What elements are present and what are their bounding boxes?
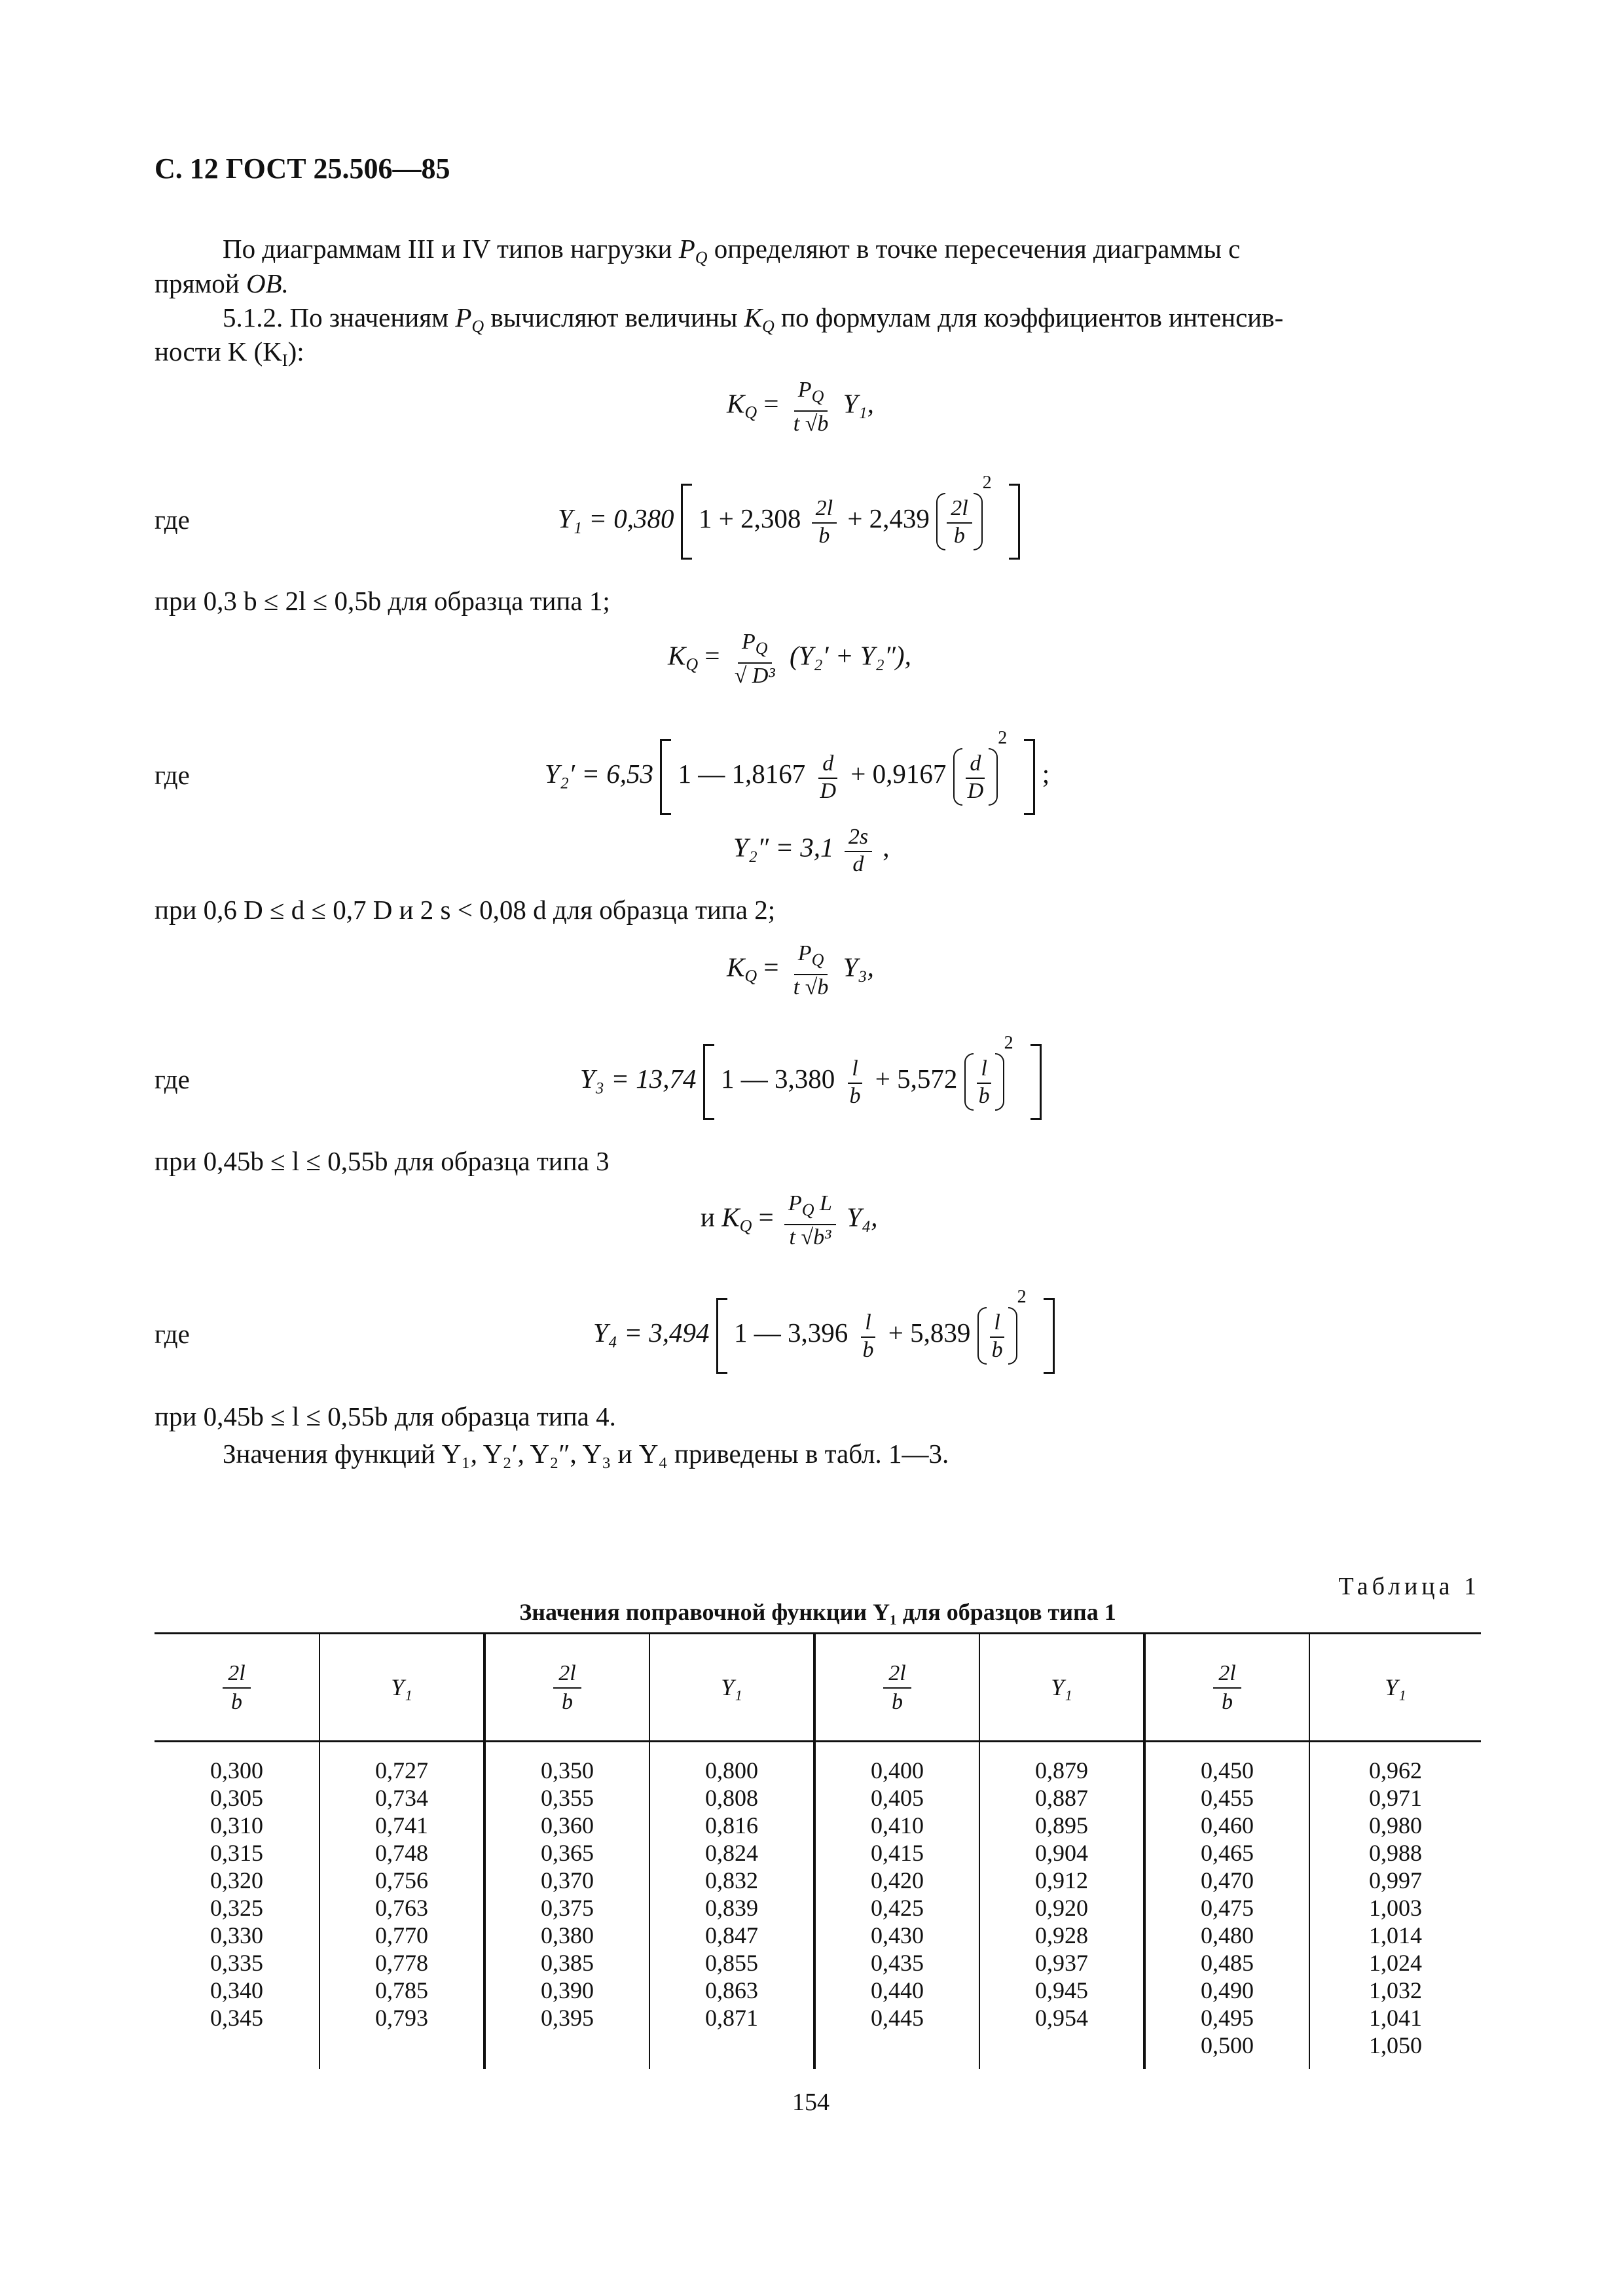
table-cell: 0,325 — [210, 1895, 263, 1921]
formula-y3: Y₃ = 13,74 1 — 3,380 $\frac{l}{b}$ + 5,572 $\frac{l}{b}$ $^2$ — [580, 1033, 1042, 1120]
table-cell: 0,490 — [1201, 1977, 1254, 2003]
table-cell: 0,475 — [1201, 1895, 1254, 1921]
table-cell: 0,465 — [1201, 1840, 1254, 1866]
table-cell: 0,380 — [541, 1922, 594, 1948]
formula-y4: Y₄ = 3,494 1 — 3,396 $\frac{l}{b}$ + 5,839 $\frac{l}{b}$ $^2$ — [593, 1287, 1055, 1374]
page-number: 154 — [792, 2089, 830, 2116]
table-cell: 0,847 — [705, 1922, 758, 1948]
table-col-x-2 — [484, 1742, 649, 2069]
where-label-1: где — [155, 505, 190, 535]
formula-y2-double-prime: Y₂″ = 3,1 $\frac{2s}{d}$ , — [733, 825, 890, 876]
table-cell: 0,430 — [871, 1922, 924, 1948]
table-cell: 0,425 — [871, 1895, 924, 1921]
table-cell: 1,050 — [1369, 2032, 1422, 2058]
table-cell: 1,024 — [1369, 1950, 1422, 1976]
table-cell: 0,340 — [210, 1977, 263, 2003]
col-header-2l-b: $\frac{2l}{b}$ — [484, 1634, 649, 1742]
table-col-y-1 — [319, 1742, 484, 2069]
table-cell: 1,003 — [1369, 1895, 1422, 1921]
table-cell: 0,335 — [210, 1950, 263, 1976]
table-label: Таблица 1 — [1338, 1573, 1480, 1600]
table-cell: 0,734 — [375, 1785, 428, 1811]
formula-y1: Y₁ = 0,380 1 + 2,308 $\frac{2l}{b}$ + 2,439 $\frac{2l}{b}$ $^2$ — [558, 473, 1020, 560]
col-header-y1: Y₁ — [979, 1634, 1144, 1742]
col-header-y1: Y₁ — [319, 1634, 484, 1742]
table-header-row — [155, 1634, 1481, 1742]
table-cell: 0,962 — [1369, 1757, 1422, 1784]
col-header-2l-b: $\frac{2l}{b}$ — [155, 1634, 319, 1742]
table-cell: 0,756 — [375, 1867, 428, 1893]
table-cell: 1,032 — [1369, 1977, 1422, 2003]
table-cell: 0,365 — [541, 1840, 594, 1866]
table-caption: Значения поправочной функции Y₁ для образцов типа 1 — [519, 1599, 1116, 1625]
table-cell: 0,320 — [210, 1867, 263, 1893]
table-col-x-1 — [155, 1742, 319, 2069]
table-cell: 0,727 — [375, 1757, 428, 1784]
where-label-4: где — [155, 1319, 190, 1349]
table-cell: 0,904 — [1035, 1840, 1088, 1866]
table-col-y-3 — [979, 1742, 1144, 2069]
table-cell: 0,871 — [705, 2005, 758, 2031]
table-cell: 0,405 — [871, 1785, 924, 1811]
table-cell: 0,470 — [1201, 1867, 1254, 1893]
table-cell: 0,748 — [375, 1840, 428, 1866]
table-cell: 0,370 — [541, 1867, 594, 1893]
page-header: С. 12 ГОСТ 25.506—85 — [155, 152, 450, 185]
table-cell: 0,920 — [1035, 1895, 1088, 1921]
table-cell: 0,785 — [375, 1977, 428, 2003]
table-cell: 0,345 — [210, 2005, 263, 2031]
condition-type-2: при 0,6 D ≤ d ≤ 0,7 D и 2 s < 0,08 d для образца типа 2; — [155, 895, 776, 925]
table-cell: 0,793 — [375, 2005, 428, 2031]
paragraph-2-cont: ности K (KI): — [155, 336, 304, 370]
table-cell: 0,839 — [705, 1895, 758, 1921]
table-cell: 0,450 — [1201, 1757, 1254, 1784]
table-cell: 0,480 — [1201, 1922, 1254, 1948]
table-cell: 0,988 — [1369, 1840, 1422, 1866]
table-col-y-2 — [649, 1742, 814, 2069]
table-cell: 0,997 — [1369, 1867, 1422, 1893]
table-cell: 0,954 — [1035, 2005, 1088, 2031]
table-cell: 0,305 — [210, 1785, 263, 1811]
table-col-x-4 — [1144, 1742, 1309, 2069]
where-label-2: где — [155, 760, 190, 790]
table-cell: 0,390 — [541, 1977, 594, 2003]
table-cell: 0,980 — [1369, 1812, 1422, 1839]
table-cell: 0,330 — [210, 1922, 263, 1948]
formula-kq-3: $K_Q$ = $\frac{P_Q}{t √b}$ Y₃, — [727, 941, 874, 999]
table-cell: 0,808 — [705, 1785, 758, 1811]
table-cell: 0,928 — [1035, 1922, 1088, 1948]
table-cell: 0,445 — [871, 2005, 924, 2031]
summary-line: Значения функций Y₁, Y₂′, Y₂″, Y₃ и Y₄ приведены в табл. 1—3. — [223, 1439, 949, 1469]
table-cell: 0,816 — [705, 1812, 758, 1839]
table-cell: 0,855 — [705, 1950, 758, 1976]
table-cell: 0,763 — [375, 1895, 428, 1921]
table-cell: 0,879 — [1035, 1757, 1088, 1784]
table-cell: 0,455 — [1201, 1785, 1254, 1811]
table-cell: 0,355 — [541, 1785, 594, 1811]
formula-kq-2: $K_Q$ = $\frac{P_Q}{\text{√ D³}}$ (Y₂′ + Y₂″), — [668, 630, 911, 688]
where-label-3: где — [155, 1064, 190, 1094]
col-header-2l-b: $\frac{2l}{b}$ — [814, 1634, 979, 1742]
table-cell: 0,824 — [705, 1840, 758, 1866]
paragraph-2: 5.1.2. По значениям $P_Q$ вычисляют величины $K_Q$ по формулам для коэффициентов интенсив- — [223, 302, 1284, 336]
table-cell: 0,971 — [1369, 1785, 1422, 1811]
table-cell: 0,420 — [871, 1867, 924, 1893]
table-cell: 0,912 — [1035, 1867, 1088, 1893]
table-cell: 0,315 — [210, 1840, 263, 1866]
table-cell: 0,310 — [210, 1812, 263, 1839]
table-cell: 0,832 — [705, 1867, 758, 1893]
col-header-y1: Y₁ — [1309, 1634, 1481, 1742]
table-cell: 0,435 — [871, 1950, 924, 1976]
data-table — [155, 1632, 1481, 2069]
table-cell: 0,440 — [871, 1977, 924, 2003]
table-cell: 0,500 — [1201, 2032, 1254, 2058]
table-cell: 0,395 — [541, 2005, 594, 2031]
table-cell: 1,014 — [1369, 1922, 1422, 1948]
col-header-y1: Y₁ — [649, 1634, 814, 1742]
table-cell: 0,887 — [1035, 1785, 1088, 1811]
table-cell: 0,460 — [1201, 1812, 1254, 1839]
table-cell: 0,410 — [871, 1812, 924, 1839]
table-cell: 0,800 — [705, 1757, 758, 1784]
paragraph-1-cont: прямой OB. — [155, 268, 289, 298]
formula-y2-prime: Y₂′ = 6,53 1 — 1,8167 $\frac{d}{D}$ + 0,9167 $\frac{d}{D}$ $^2$ ; — [545, 728, 1049, 815]
table-cell: 0,385 — [541, 1950, 594, 1976]
table-cell: 0,778 — [375, 1950, 428, 1976]
formula-kq-1: $K_Q$ = $\frac{P_Q}{t √b}$ Y₁, — [727, 378, 874, 436]
condition-type-4: при 0,45b ≤ l ≤ 0,55b для образца типа 4. — [155, 1401, 616, 1431]
condition-type-1: при 0,3 b ≤ 2l ≤ 0,5b для образца типа 1; — [155, 586, 610, 616]
table-cell: 0,375 — [541, 1895, 594, 1921]
col-header-2l-b: $\frac{2l}{b}$ — [1144, 1634, 1309, 1742]
table-cell: 0,400 — [871, 1757, 924, 1784]
table-cell: 0,895 — [1035, 1812, 1088, 1839]
table-cell: 0,495 — [1201, 2005, 1254, 2031]
condition-type-3: при 0,45b ≤ l ≤ 0,55b для образца типа 3 — [155, 1146, 610, 1176]
paragraph-1: По диаграммам III и IV типов нагрузки $P_Q$ определяют в точке пересечения диаграммы с — [223, 234, 1241, 267]
table-cell: 0,770 — [375, 1922, 428, 1948]
table-col-x-3 — [814, 1742, 979, 2069]
table-cell: 0,300 — [210, 1757, 263, 1784]
formula-kq-4: и $K_Q$ = $\frac{P_Q L}{\text{t √b³}}$ Y₄, — [701, 1191, 878, 1249]
table-cell: 1,041 — [1369, 2005, 1422, 2031]
table-cell: 0,863 — [705, 1977, 758, 2003]
table-cell: 0,350 — [541, 1757, 594, 1784]
table-cell: 0,937 — [1035, 1950, 1088, 1976]
table-cell: 0,360 — [541, 1812, 594, 1839]
table-body-row — [155, 1742, 1481, 2069]
table-cell: 0,945 — [1035, 1977, 1088, 2003]
table-cell: 0,741 — [375, 1812, 428, 1839]
table-cell: 0,415 — [871, 1840, 924, 1866]
table-col-y-4 — [1309, 1742, 1481, 2069]
table-cell: 0,485 — [1201, 1950, 1254, 1976]
